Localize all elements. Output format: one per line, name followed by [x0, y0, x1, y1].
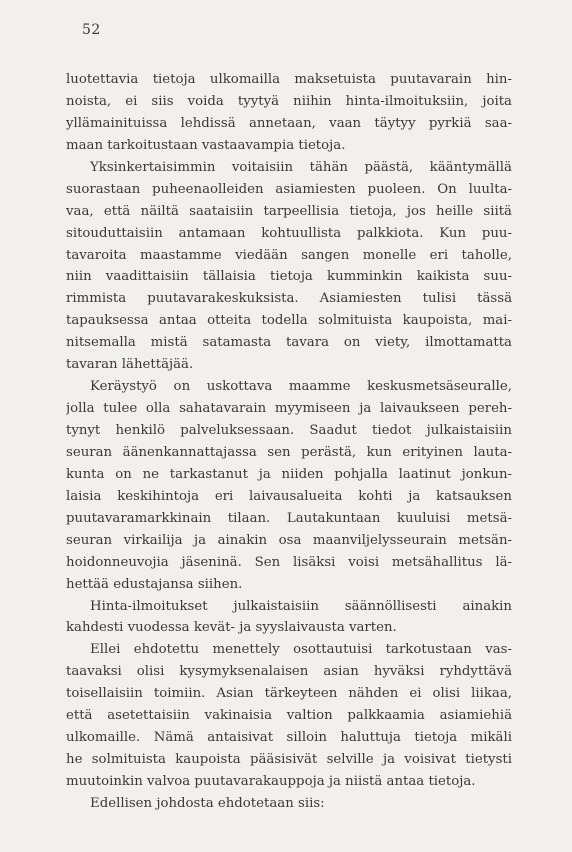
- text-line: seuran äänenkannattajassa sen perästä, kun erityinen lauta-: [66, 444, 512, 460]
- text-line: kunta on ne tarkastanut ja niiden pohjalla laatinut jonkun-: [66, 466, 512, 482]
- text-line: kahdesti vuodessa kevät- ja syyslaivausta varten.: [66, 620, 397, 636]
- text-line: laisia keskihintoja eri laivausalueita kohti ja katsauksen: [66, 488, 512, 504]
- text-line: että asetettaisiin vakinaisia valtion palkkaamia asiamiehiä: [66, 708, 512, 724]
- text-line: hettää edustajansa siihen.: [66, 576, 243, 592]
- text-line: maan tarkoitustaan vastaavampia tietoja.: [66, 137, 346, 153]
- text-line: sitouduttaisiin antamaan kohtuullista palkkiota. Kun puu-: [66, 225, 512, 241]
- text-line: tavaran lähettäjää.: [66, 357, 194, 373]
- text-line: Edellisen johdosta ehdotetaan siis:: [90, 795, 325, 811]
- page-number: 52: [82, 22, 101, 38]
- text-line: tynyt henkilö palveluksessaan. Saadut tiedot julkaistaisiin: [66, 423, 512, 438]
- text-line: tapauksessa antaa otteita todella solmituista kaupoista, mai-: [66, 313, 512, 329]
- text-line: vaa, että näiltä saataisiin tarpeellisia tietoja, jos heille siitä: [66, 203, 512, 219]
- text-line: toisellaisiin toimiin. Asian tärkeyteen nähden ei olisi liikaa,: [66, 686, 512, 702]
- text-line: rimmista puutavarakeskuksista. Asiamiesten tulisi tässä: [66, 291, 512, 307]
- text-line: jolla tulee olla sahatavarain myymiseen ja laivaukseen pereh-: [66, 401, 512, 417]
- text-line: Hinta-ilmoitukset julkaistaisiin säännöllisesti ainakin: [90, 598, 512, 614]
- text-line: Yksinkertaisimmin voitaisiin tähän päästä, kääntymällä: [90, 159, 512, 175]
- text-line: Keräystyö on uskottava maamme keskusmetsäseuralle,: [90, 379, 512, 395]
- text-line: Ellei ehdotettu menettely osottautuisi tarkotustaan vas-: [90, 642, 512, 658]
- text-line: ulkomaille. Nämä antaisivat silloin haluttuja tietoja mikäli: [66, 730, 512, 746]
- text-line: niin vaadittaisiin tällaisia tietoja kumminkin kaikista suu-: [66, 269, 512, 285]
- text-line: he solmituista kaupoista pääsisivät selville ja voisivat tietysti: [66, 752, 512, 768]
- text-line: muutoinkin valvoa puutavarakauppoja ja niistä antaa tietoja.: [66, 774, 476, 789]
- text-line: suorastaan puheenaolleiden asiamiesten puoleen. On luulta-: [66, 181, 512, 197]
- text-line: noista, ei siis voida tyytyä niihin hinta-ilmoituksiin, joita: [66, 93, 512, 109]
- text-line: seuran virkailija ja ainakin osa maanviljelysseurain metsän-: [66, 532, 512, 548]
- text-line: yllämainituissa lehdissä annetaan, vaan täytyy pyrkiä saa-: [66, 115, 512, 131]
- text-line: luotettavia tietoja ulkomailla maksetuista puutavarain hin-: [66, 72, 512, 87]
- text-line: nitsemalla mistä satamasta tavara on viety, ilmottamatta: [66, 335, 512, 351]
- text-line: hoidonneuvojia jäseninä. Sen lisäksi voisi metsähallitus lä-: [66, 554, 512, 570]
- text-line: puutavaramarkkinain tilaan. Lautakuntaan kuuluisi metsä-: [66, 510, 512, 526]
- text-line: tavaroita maastamme viedään sangen monelle eri taholle,: [66, 247, 512, 263]
- body-text: [66, 69, 512, 815]
- text-line: taavaksi olisi kysymyksenalaisen asian hyväksi ryhdyttävä: [66, 664, 512, 680]
